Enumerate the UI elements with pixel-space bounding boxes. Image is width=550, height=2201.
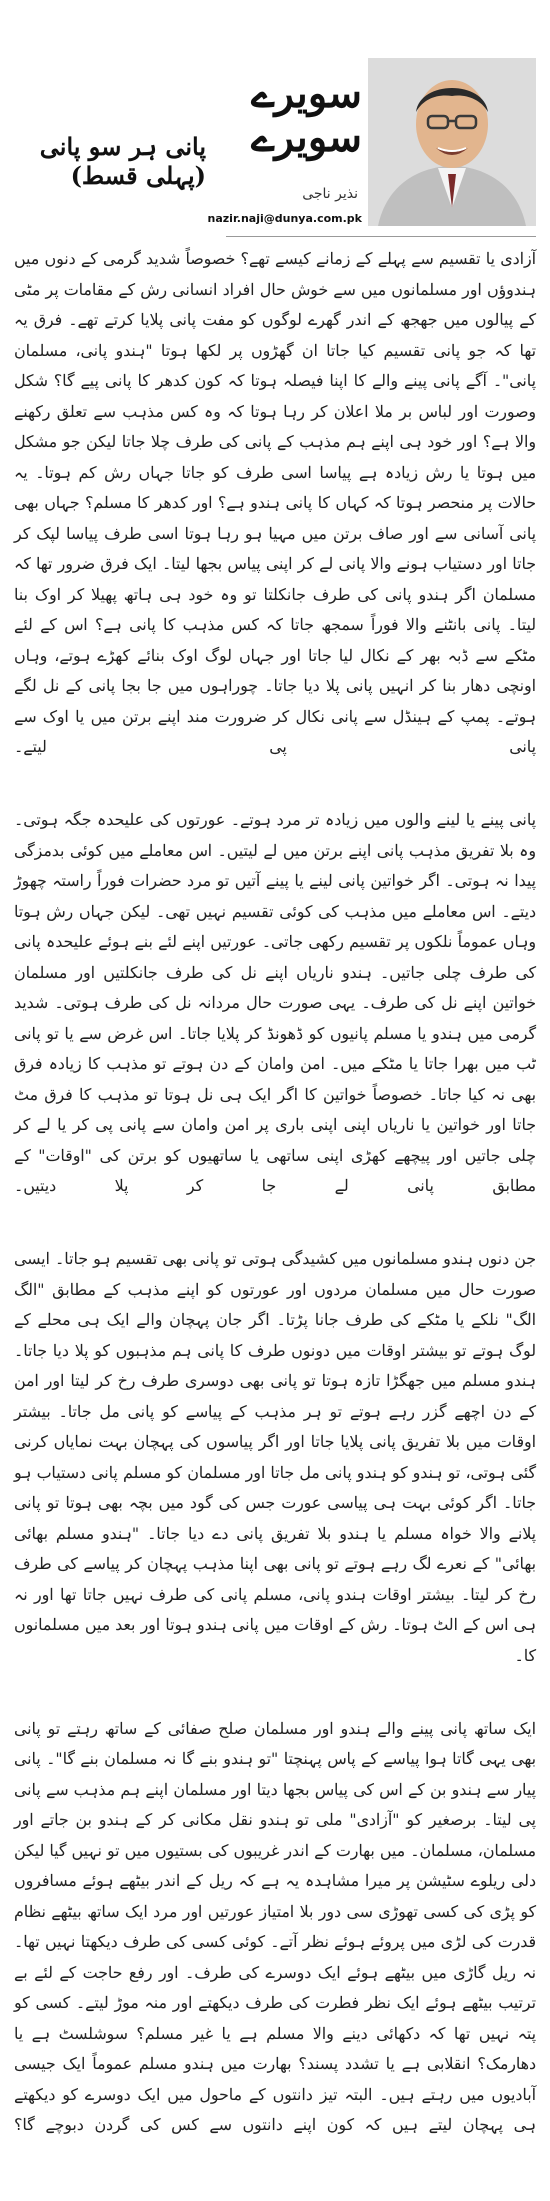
article-paragraph-3: جن دنوں ہندو مسلمانوں میں کشیدگی ہوتی تو پانی بھی تقسیم ہو جاتا۔ ایسی صورت حال میں مسلمان مردوں اور عورتوں کو اپنے مذہب کے مطابق "الگ الگ" نلکے یا مٹکے کی طرف جانا پڑتا۔ اگر جان پہچان والے ایک ہی محلے کے لوگ ہوتے تو بیشتر اوقات میں دونوں طرف کا پانی ہم مذہبوں کو پلا دیا جاتا۔ ہندو مسلم میں جھگڑا تازہ ہوتا تو پانی بھی دوسری طرف رخ کر لیتا اور امن کے دن اچھے گزر رہے ہوتے تو ہر مذہب کے پیاسے کو پانی مل جاتا۔ بیشتر اوقات میں بلا تفریق پانی پلایا جاتا اور اگر پیاسوں کی پہچان بہت نمایاں کرنی گئی ہوتی، تو ہندو کو ہندو پانی مل جاتا اور مسلمان کو مسلم پانی دستیاب ہو جاتا۔ اگر کوئی بہت ہی پیاسی عورت جس کی گود میں بچہ بھی ہوتا تو پانی پلانے والا خواہ مسلم یا ہندو بلا تفریق پانی دے دیا جاتا۔ "ہندو مسلم بھائی بھائی" کے نعرے لگ رہے ہوتے تو پانی بھی اپنا مذہب پہچان کر پیاسے کی طرف رخ کر لیتا۔ بیشتر اوقات ہندو پانی، مسلم پانی کی طرف نہیں جاتا تھا اور نہ ہی اس کے الٹ ہوتا۔ رش کے اوقات میں پانی ہندو ہوتا اور بعد میں مسلمانوں کا۔	[14, 1249, 536, 1665]
article-body	[14, 244, 536, 2183]
article-paragraph-2: پانی پینے یا لینے والوں میں زیادہ تر مرد ہوتے۔ عورتوں کی علیحدہ جگہ ہوتی۔ وہ بلا تفریق مذہب پانی اپنے برتن میں لے لیتیں۔ اس معاملے میں کوئی بدمزگی پیدا نہ ہوتی۔ اگر خواتین پانی لینے یا پینے آتیں تو مرد حضرات فوراً راستہ چھوڑ دیتے۔ اس معاملے میں مذہب کی کوئی تقسیم نہیں تھی۔ لیکن جہاں رش ہوتا وہاں عموماً نلکوں پر تقسیم رکھی جاتی۔ عورتیں اپنے لئے بنے ہوئے علیحدہ پانی کی طرف چلی جاتیں۔ ہندو ناریاں اپنے نل کی طرف جانکلتیں اور مسلمان خواتین اپنے نل کی طرف۔ یہی صورت حال مردانہ نل کی طرف ہوتی۔ شدید گرمی میں ہندو یا مسلم پانیوں کو ڈھونڈ کر پلایا جاتا۔ اس غرض سے یا تو پانی ٹب میں بھرا جاتا یا مٹکے میں۔ امن وامان کے دن ہوتے تو مذہب کا زیادہ فرق بھی نہ کیا جاتا۔ خصوصاً خواتین کا اگر ایک ہی نل ہوتا تو مذہب کا فرق مٹ جاتا اور خواتین یا ناریاں اپنی اپنی باری پر امن وامان سے پانی پی کر یا لے کر چلی جاتیں اور پیچھے کھڑی اپنی ساتھی یا ساتھیوں کو برتن کی "اوقات" کے مطابق پانی لے جا کر پلا دیتیں۔	[14, 810, 536, 1195]
article-paragraph-1: آزادی یا تقسیم سے پہلے کے زمانے کیسے تھے؟ خصوصاً شدید گرمی کے دنوں میں ہندوؤں اور مسلمانوں میں سے خوش حال افراد انسانی رش کے مقامات پر مٹی کے پیالوں میں جھجھ کے اندر گھرے لوگوں کو مفت پانی پلایا کرتے تھے۔ فرق یہ تھا کہ جو پانی تقسیم کیا جاتا ان گھڑوں پر لکھا ہوتا "ہندو پانی، مسلمان پانی"۔ آگے پانی پینے والے کا اپنا فیصلہ ہوتا کہ کون کدھر کا پانی پیے گا؟ شکل وصورت اور لباس بر ملا اعلان کر رہا ہوتا کہ وہ کس مذہب سے تعلق رکھنے والا ہے؟ اور خود ہی اپنے ہم مذہب کے پانی کی طرف چلا جاتا لیکن جو مشکل میں ہوتا یا رش زیادہ ہے پیاسا اسی طرف کو جاتا جہاں رش کم ہوتا۔ یہ حالات پر منحصر ہوتا کہ کہاں کا پانی ہندو ہے؟ اور کدھر کا مسلم؟ جہاں بھی پانی آسانی سے اور صاف برتن میں مہیا ہو رہا ہوتا اسی طرف پیاسا لپک کر جاتا اور دستیاب ہونے والا پانی لے کر اپنی پیاس بجھا لیتا۔ ایک فرق ضرور تھا کہ مسلمان اگر ہندو پانی کی طرف جانکلتا تو وہ خود ہی ہاتھ پھیلا کر اوک بنا لیتا۔ پانی بانٹنے والا فوراً سمجھ جاتا کہ کس مذہب کا پانی ہے؟ اس کے لئے مٹکے سے ڈبہ بھر کے نکال لیا جاتا اور جہاں لوگ اوک بنائے کھڑے ہوتے، وہاں اونچی دھار بنا کر انہیں پانی پلا دیا جاتا۔ چوراہوں میں جا بجا پانی کے نل لگے ہوتے۔ پمپ کے ہینڈل سے پانی نکال کر ضرورت مند اپنے برتن میں یا اوک سے پانی پی لیتے۔	[14, 249, 536, 756]
article-paragraph-4: ایک ساتھ پانی پینے والے ہندو اور مسلمان صلح صفائی کے ساتھ رہتے تو پانی بھی یہی گاتا ہوا پیاسے کے پاس پہنچتا "تو ہندو بنے گا نہ مسلمان بنے گا"۔ پانی پیار سے ہندو بن کے اس کی پیاس بجھا دیتا اور مسلمان اپنے ہم مذہب سے پانی پی لیتا۔ برصغیر کو "آزادی" ملی تو ہندو نقل مکانی کر کے ہندو بن جاتے اور مسلمان، مسلمان۔ میں بھارت کے اندر غریبوں کی بستیوں میں تو نہیں گیا لیکن دلی ریلوے سٹیشن پر میرا مشاہدہ یہ ہے کہ ریل کے اندر بیٹھے ہوئے مسافروں کو پڑی کی کسی تھوڑی سی دور بلا امتیاز عورتیں اور مرد ایک ساتھ بیٹھے نظام قدرت کی لڑی میں پروئے ہوئے نظر آتے۔ کوئی کسی کی طرف دیکھتا نہیں تھا۔ نہ ریل گاڑی میں بیٹھے ہوئے ایک دوسرے کی طرف۔ اور رفع حاجت کے لئے بے ترتیب بیٹھے ہوئے ایک نظر فطرت کی طرف دیکھتے اور منہ موڑ لیتے۔ کسی کو پتہ نہیں تھا کہ دکھائی دینے والا مسلم ہے یا غیر مسلم؟ سوشلسٹ ہے یا دھارمک؟ انقلابی ہے یا تشدد پسند؟ بھارت میں ہندو مسلم عموماً ایک جیسی آبادیوں میں رہتے ہیں۔ البتہ تیز دانتوں کے ماحول میں ایک دوسرے کو دیکھتے ہی پہچان لیتے ہیں کہ کون اپنے دانتوں سے کس کی گردن دبوچے گا؟	[14, 1718, 536, 2134]
author-email: nazir.naji@dunya.com.pk	[207, 212, 362, 225]
column-header	[207, 58, 536, 237]
column-title-line-2: سویرے	[251, 114, 362, 161]
column-title-line-1: سویرے	[251, 70, 362, 117]
article-headline: پانی ہر سو پانی (پہلی قسط)	[39, 132, 206, 190]
column-title-logo	[222, 72, 362, 160]
author-name: نذیر ناجی	[302, 186, 358, 202]
author-portrait-icon	[368, 58, 536, 226]
author-photo	[368, 58, 536, 226]
